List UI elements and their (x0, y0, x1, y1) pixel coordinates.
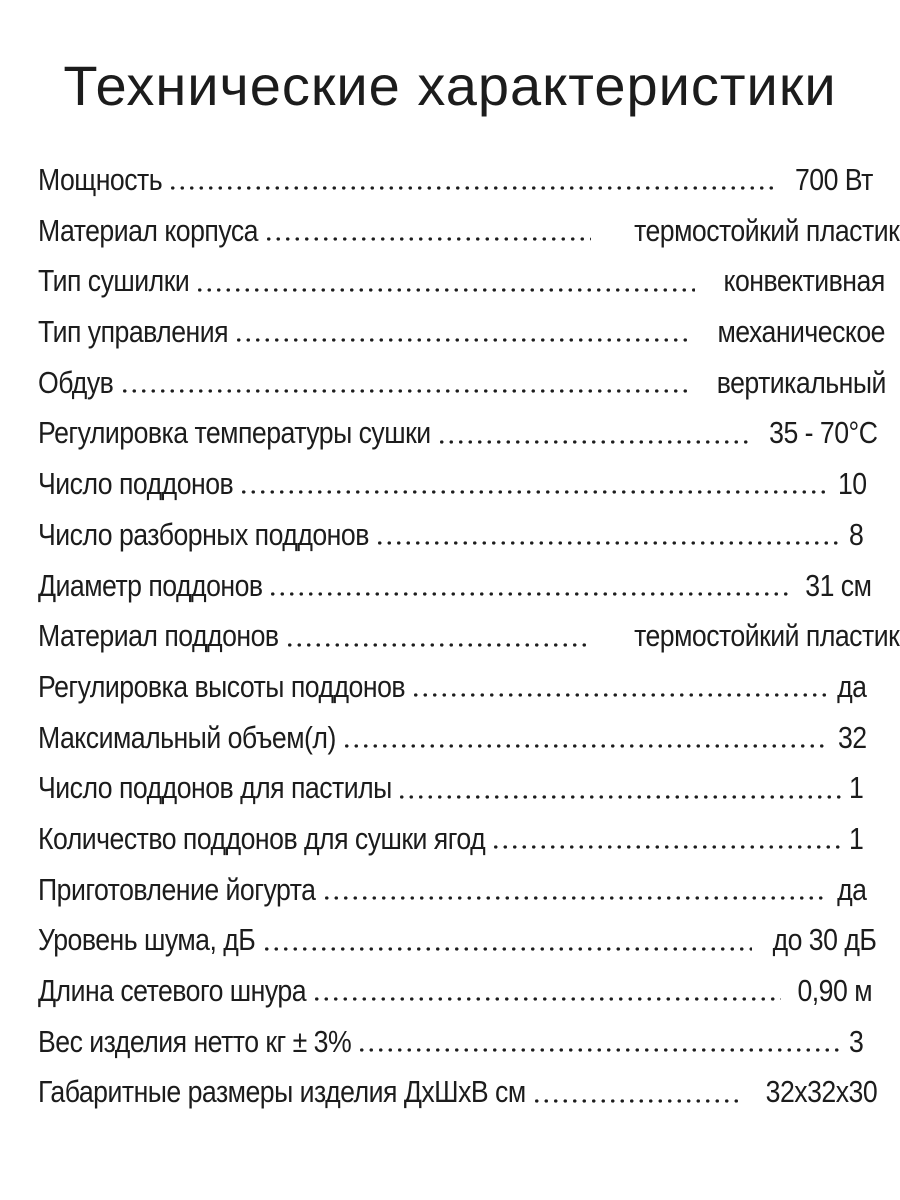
spec-value: 3 (849, 1023, 864, 1059)
dot-leader (491, 845, 841, 849)
dot-leader (239, 490, 827, 494)
spec-row (38, 307, 886, 358)
spec-label: Количество поддонов для сушки ягод (38, 820, 486, 856)
spec-row (38, 713, 867, 764)
spec-label: Уровень шума, дБ (38, 922, 256, 958)
spec-row (38, 510, 862, 561)
spec-row (38, 763, 862, 814)
spec-value: термостойкий пластик (634, 212, 900, 248)
spec-row (38, 1067, 878, 1118)
spec-value: конвективная (723, 263, 885, 299)
spec-label: Диаметр поддонов (38, 567, 263, 603)
spec-value: механическое (717, 314, 886, 350)
spec-label: Число поддонов для пастилы (38, 770, 392, 806)
spec-label: Длина сетевого шнура (38, 973, 307, 1008)
dot-leader (375, 541, 841, 545)
spec-label: Мощность (38, 162, 163, 197)
spec-label: Габаритные размеры изделия ДхШхВ см (38, 1074, 526, 1110)
dot-leader (268, 592, 789, 596)
spec-row (38, 408, 878, 459)
spec-value: да (836, 871, 867, 907)
dot-leader (168, 186, 778, 190)
dot-leader (357, 1048, 841, 1052)
spec-label: Материал поддонов (38, 618, 279, 654)
spec-row (38, 459, 867, 510)
spec-row (38, 256, 885, 307)
spec-row (38, 814, 862, 865)
dot-leader (262, 947, 752, 951)
spec-row (38, 358, 886, 409)
spec-label: Число поддонов (38, 466, 234, 502)
spec-label: Число разборных поддонов (38, 516, 369, 552)
spec-row (38, 865, 867, 916)
spec-value: 31 см (805, 567, 872, 603)
spec-value: 10 (837, 466, 867, 502)
spec-row (38, 611, 900, 662)
page-title: Технические характеристики (63, 54, 837, 117)
spec-value: термостойкий пластик (634, 618, 900, 654)
dot-leader (411, 693, 827, 697)
spec-label: Тип сушилки (38, 263, 190, 299)
spec-label: Регулировка высоты поддонов (38, 668, 406, 704)
spec-row (38, 662, 867, 713)
dot-leader (437, 440, 748, 444)
spec-value: 32 (837, 719, 867, 755)
spec-row (38, 206, 900, 257)
spec-label: Регулировка температуры сушки (38, 415, 431, 451)
spec-value: 32х32х30 (765, 1074, 878, 1110)
spec-list (38, 155, 900, 1118)
dot-leader (312, 997, 781, 1001)
spec-value: 1 (849, 770, 864, 806)
spec-value: 35 - 70°С (768, 415, 878, 451)
dot-leader (397, 795, 841, 799)
spec-value: 1 (849, 820, 864, 856)
dot-leader (342, 744, 828, 748)
spec-row (38, 1017, 862, 1068)
spec-value: да (836, 668, 867, 704)
dot-leader (195, 288, 695, 292)
spec-value: до 30 дБ (772, 922, 877, 958)
dot-leader (285, 643, 591, 647)
dot-leader (234, 338, 688, 342)
spec-label: Тип управления (38, 314, 229, 350)
spec-label: Обдув (38, 364, 114, 400)
spec-label: Материал корпуса (38, 212, 258, 248)
spec-value: 0,90 м (797, 973, 873, 1008)
spec-value: 700 Вт (794, 162, 873, 197)
spec-label: Максимальный объем(л) (38, 719, 336, 755)
dot-leader (322, 896, 827, 900)
spec-row (38, 966, 873, 1017)
dot-leader (532, 1099, 745, 1103)
spec-label: Приготовление йогурта (38, 871, 316, 907)
dot-leader (264, 237, 591, 241)
spec-value: вертикальный (716, 364, 886, 400)
spec-row (38, 561, 872, 612)
spec-value: 8 (849, 516, 864, 552)
spec-row (38, 155, 873, 206)
spec-label: Вес изделия нетто кг ± 3% (38, 1023, 352, 1059)
spec-row (38, 915, 877, 966)
dot-leader (120, 389, 687, 393)
